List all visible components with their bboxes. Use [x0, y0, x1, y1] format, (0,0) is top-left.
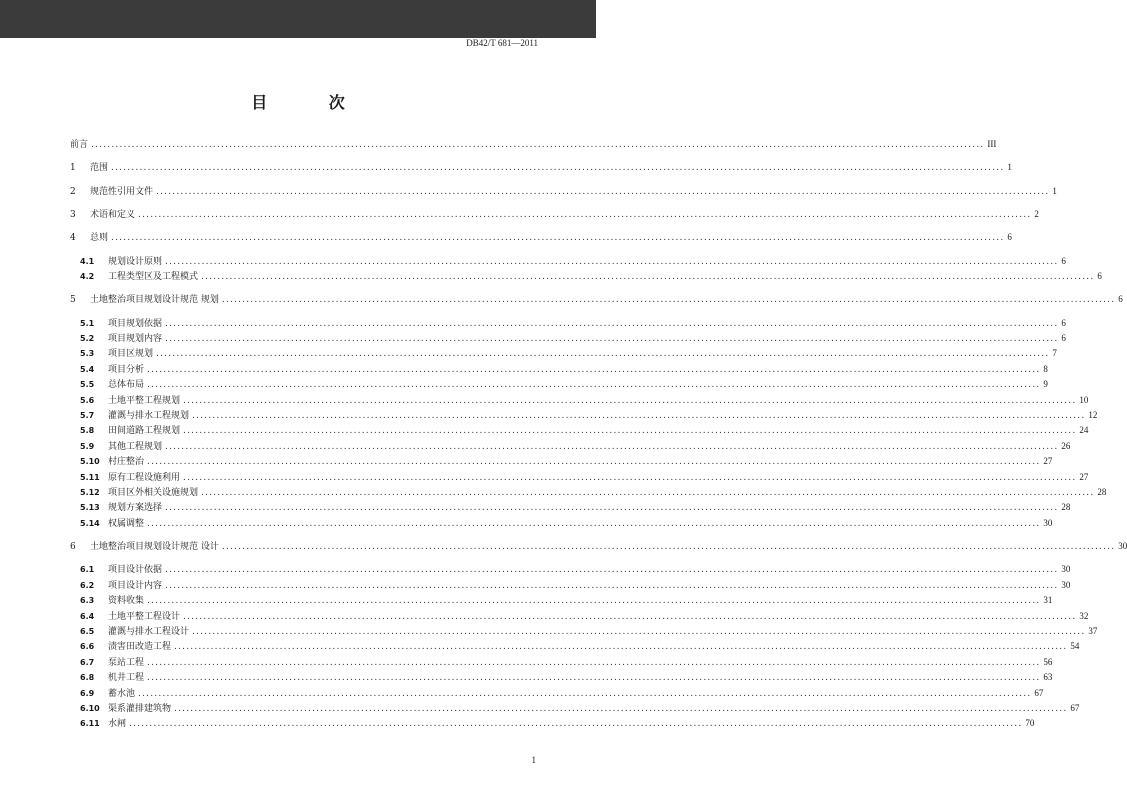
toc-entry-label: 总则 [90, 233, 109, 244]
toc-leader-dots: ............................................................................................................................................................................................................................ [165, 441, 1059, 452]
toc-entry-label: 土地整治项目规划设计规范 设计 [90, 542, 219, 552]
toc-entry-label: 前言 [70, 140, 89, 150]
toc-entry-number: 6.7 [80, 657, 95, 667]
toc-entry-number: 5.14 [80, 518, 100, 528]
toc-entry[interactable] [80, 671, 1053, 684]
toc-entry-label: 规划方案选择 [108, 503, 163, 514]
toc-entry-number: 5.4 [80, 364, 95, 374]
toc-entry-page: 28 [1061, 502, 1071, 513]
toc-entry-page: 2 [1034, 208, 1039, 219]
toc-entry-number: 5.7 [80, 410, 95, 420]
toc-entry[interactable] [80, 317, 1066, 329]
toc-leader-dots: ............................................................................................................................................................................................................................ [174, 642, 1068, 653]
toc-leader-dots: ............................................................................................................................................................................................................................ [138, 688, 1032, 699]
toc-entry-number: 5.3 [80, 349, 95, 359]
toc-entry-page: 1 [1052, 185, 1057, 196]
toc-entry[interactable] [80, 440, 1071, 452]
toc-leader-dots: ............................................................................................................................................................................................................................ [174, 703, 1068, 714]
document-code: DB42/T 681—2011 [466, 38, 538, 48]
toc-entry-page: 37 [1088, 625, 1098, 636]
toc-entry[interactable] [80, 717, 1035, 730]
toc-entry-number: 6.8 [80, 673, 95, 683]
toc-entry-label: 项目区外相关设施规划 [108, 487, 199, 498]
toc-entry[interactable] [80, 270, 1102, 282]
toc-entry-label: 项目设计依据 [108, 565, 163, 576]
toc-entry-page: 6 [1007, 232, 1012, 243]
toc-entry[interactable] [70, 208, 1039, 220]
toc-entry-label: 其他工程规划 [108, 441, 163, 452]
toc-entry[interactable] [70, 293, 1123, 306]
toc-entry-label: 范围 [90, 163, 109, 174]
toc-entry[interactable] [80, 640, 1080, 653]
toc-entry-page: 32 [1079, 610, 1089, 621]
toc-entry-page: 30 [1118, 541, 1127, 551]
toc-entry[interactable] [70, 161, 1012, 174]
toc-entry[interactable] [80, 610, 1089, 622]
toc-entry[interactable] [80, 394, 1089, 406]
toc-entry-page: 30 [1061, 564, 1071, 575]
toc-entry[interactable] [80, 486, 1107, 498]
toc-entry-number: 5.5 [80, 380, 95, 390]
toc-leader-dots: ............................................................................................................................................................................................................................ [129, 719, 1023, 730]
toc-entry-page: 70 [1025, 718, 1035, 729]
toc-entry[interactable] [80, 563, 1071, 576]
toc-entry[interactable] [80, 409, 1098, 421]
toc-entry-number: 6.10 [80, 703, 100, 713]
toc-leader-dots: ............................................................................................................................................................................................................................ [111, 163, 1005, 174]
toc-entry-label: 项目区规划 [108, 349, 154, 360]
toc-entry-number: 5 [70, 295, 76, 306]
toc-entry[interactable] [80, 347, 1057, 360]
toc-leader-dots: ............................................................................................................................................................................................................................ [221, 295, 1116, 306]
toc-entry-label: 渠系灌排建筑物 [108, 703, 172, 714]
toc-entry-label: 灌溉与排水工程规划 [108, 410, 190, 421]
toc-leader-dots: ............................................................................................................................................................................................................................ [156, 186, 1050, 197]
toc-entry-number: 6.4 [80, 611, 95, 621]
toc-entry[interactable] [80, 471, 1089, 483]
toc-entry-page: 7 [1052, 348, 1057, 359]
toc-entry-label: 项目规划内容 [108, 333, 163, 344]
toc-entry-page: 26 [1061, 440, 1071, 451]
toc-entry-number: 6.3 [80, 596, 95, 606]
toc-entry-number: 4 [70, 233, 76, 244]
toc-entry-label: 项目规划依据 [108, 318, 163, 329]
toc-leader-dots: ............................................................................................................................................................................................................................ [165, 318, 1059, 329]
toc-leader-dots: ............................................................................................................................................................................................................................ [192, 410, 1086, 421]
toc-entry[interactable] [80, 455, 1053, 468]
toc-leader-dots: ............................................................................................................................................................................................................................ [183, 611, 1077, 622]
toc-entry-label: 田间道路工程规划 [108, 426, 181, 437]
toc-entry-page: 28 [1097, 486, 1107, 497]
toc-entry-label: 灌溉与排水工程设计 [108, 626, 190, 637]
toc-entry-label: 水闸 [108, 719, 127, 730]
toc-leader-dots: ............................................................................................................................................................................................................................ [156, 349, 1050, 360]
toc-entry-label: 资料收集 [108, 596, 145, 607]
toc-entry-number: 6 [70, 542, 76, 552]
toc-entry-label: 村庄整治 [108, 457, 145, 468]
toc-entry[interactable] [70, 138, 997, 150]
toc-entry-number: 5.12 [80, 487, 100, 497]
toc-entry-label: 土地平整工程规划 [108, 395, 181, 406]
toc-entry-label: 渍害田改造工程 [108, 642, 172, 653]
toc-entry-number: 5.1 [80, 318, 95, 328]
toc-leader-dots: ............................................................................................................................................................................................................................ [221, 542, 1116, 552]
toc-entry-page: 67 [1034, 687, 1044, 698]
toc-leader-dots: ............................................................................................................................................................................................................................ [91, 140, 985, 150]
toc-entry-page: 1 [1007, 162, 1012, 173]
toc-entry-page: 30 [1043, 517, 1053, 528]
toc-entry[interactable] [80, 517, 1053, 529]
toc-entry-number: 4.1 [80, 256, 95, 266]
toc-entry-page: 6 [1061, 317, 1066, 328]
toc-leader-dots: ............................................................................................................................................................................................................................ [165, 333, 1059, 344]
toc-entry-page: 10 [1079, 394, 1089, 405]
toc-entry-label: 工程类型区及工程模式 [108, 271, 199, 282]
toc-leader-dots: ............................................................................................................................................................................................................................ [183, 472, 1077, 483]
toc-entry[interactable] [70, 185, 1057, 197]
toc-entry-label: 术语和定义 [90, 209, 136, 220]
toc-entry-number: 5.9 [80, 441, 95, 451]
toc-leader-dots: ............................................................................................................................................................................................................................ [147, 380, 1041, 391]
toc-leader-dots: ............................................................................................................................................................................................................................ [147, 596, 1041, 607]
toc-leader-dots: ............................................................................................................................................................................................................................ [165, 580, 1059, 591]
toc-entry-label: 原有工程设施利用 [108, 472, 181, 483]
toc-entry-page: 6 [1118, 294, 1123, 305]
toc-entry-page: 63 [1043, 672, 1053, 683]
toc-leader-dots: ............................................................................................................................................................................................................................ [147, 657, 1041, 668]
toc-entry-number: 6.9 [80, 688, 95, 698]
toc-entry-page: 27 [1079, 471, 1089, 482]
toc-entry-number: 2 [70, 186, 76, 197]
toc-entry-number: 5.10 [80, 457, 100, 467]
toc-leader-dots: ............................................................................................................................................................................................................................ [111, 233, 1005, 244]
toc-entry-label: 土地平整工程设计 [108, 611, 181, 622]
toc-entry-number: 5.6 [80, 395, 95, 405]
toc-leader-dots: ............................................................................................................................................................................................................................ [165, 503, 1059, 514]
toc-leader-dots: ............................................................................................................................................................................................................................ [147, 364, 1041, 375]
toc-leader-dots: ............................................................................................................................................................................................................................ [147, 673, 1041, 684]
toc-entry-number: 6.5 [80, 626, 95, 636]
toc-entry-number: 6.2 [80, 580, 95, 590]
toc-leader-dots: ............................................................................................................................................................................................................................ [147, 518, 1041, 529]
toc-entry-label: 泵站工程 [108, 657, 145, 668]
toc-leader-dots: ............................................................................................................................................................................................................................ [183, 426, 1077, 437]
toc-entry-label: 蓄水池 [108, 688, 136, 699]
toc-entry-number: 4.2 [80, 271, 95, 281]
toc-entry-label: 权属调整 [108, 518, 145, 529]
toc-entry-page: 56 [1043, 656, 1053, 667]
page-number: 1 [531, 755, 536, 765]
toc-leader-dots: ............................................................................................................................................................................................................................ [183, 395, 1077, 406]
toc-entry-page: 24 [1079, 425, 1089, 436]
toc-entry[interactable] [70, 231, 1012, 244]
toc-entry-page: 12 [1088, 409, 1098, 420]
toc-leader-dots: ............................................................................................................................................................................................................................ [201, 487, 1095, 498]
toc-entry-page: 6 [1061, 255, 1066, 266]
toc-entry-page: 6 [1097, 270, 1102, 281]
toc-entry-page: 9 [1043, 379, 1048, 390]
toc-entry-page: 54 [1070, 641, 1080, 652]
viewer-toolbar [0, 0, 596, 38]
toc-leader-dots: ............................................................................................................................................................................................................................ [147, 457, 1041, 468]
toc-entry-page: 27 [1043, 456, 1053, 467]
toc-entry-number: 5.11 [80, 472, 100, 482]
toc-leader-dots: ............................................................................................................................................................................................................................ [165, 256, 1059, 267]
toc-entry-number: 5.13 [80, 503, 100, 513]
toc-entry-number: 5.8 [80, 426, 95, 436]
toc-leader-dots: ............................................................................................................................................................................................................................ [201, 271, 1095, 282]
toc-entry[interactable] [80, 332, 1066, 344]
toc-entry-number: 1 [70, 163, 76, 174]
toc-entry-label: 项目分析 [108, 364, 145, 375]
toc-entry-number: 6.6 [80, 642, 95, 652]
toc-entry-number: 5.2 [80, 333, 95, 343]
toc-entry-page: 67 [1070, 702, 1080, 713]
toc-entry-page: 6 [1061, 332, 1066, 343]
page-title: 目 次 [251, 93, 373, 112]
toc-entry[interactable] [80, 363, 1048, 375]
toc-entry-page: 31 [1043, 595, 1053, 606]
toc-entry-label: 项目设计内容 [108, 580, 163, 591]
toc-entry[interactable] [80, 424, 1089, 437]
toc-entry-page: 8 [1043, 363, 1048, 374]
toc-leader-dots: ............................................................................................................................................................................................................................ [192, 626, 1086, 637]
toc-entry[interactable] [80, 579, 1071, 591]
toc-entry[interactable] [80, 687, 1044, 699]
toc-entry[interactable] [80, 702, 1080, 714]
toc-entry[interactable] [80, 378, 1048, 391]
toc-leader-dots: ............................................................................................................................................................................................................................ [138, 209, 1032, 220]
toc-entry-number: 3 [70, 209, 76, 220]
toc-entry-label: 机井工程 [108, 673, 145, 684]
toc-entry[interactable] [70, 540, 1127, 552]
toc-leader-dots: ............................................................................................................................................................................................................................ [165, 565, 1059, 576]
toc-entry-label: 规范性引用文件 [90, 186, 154, 197]
toc-entry[interactable] [80, 625, 1098, 637]
toc-entry[interactable] [80, 501, 1071, 514]
toc-entry-label: 规划设计原则 [108, 256, 163, 267]
toc-entry[interactable] [80, 255, 1066, 267]
toc-entry-number: 6.1 [80, 565, 95, 575]
toc-entry-label: 总体布局 [108, 380, 145, 391]
toc-entry[interactable] [80, 656, 1053, 668]
toc-entry[interactable] [80, 594, 1053, 607]
toc-entry-label: 土地整治项目规划设计规范 规划 [90, 295, 219, 306]
toc-entry-page: III [987, 139, 997, 149]
toc-entry-number: 6.11 [80, 719, 100, 729]
toc-entry-page: 30 [1061, 579, 1071, 590]
